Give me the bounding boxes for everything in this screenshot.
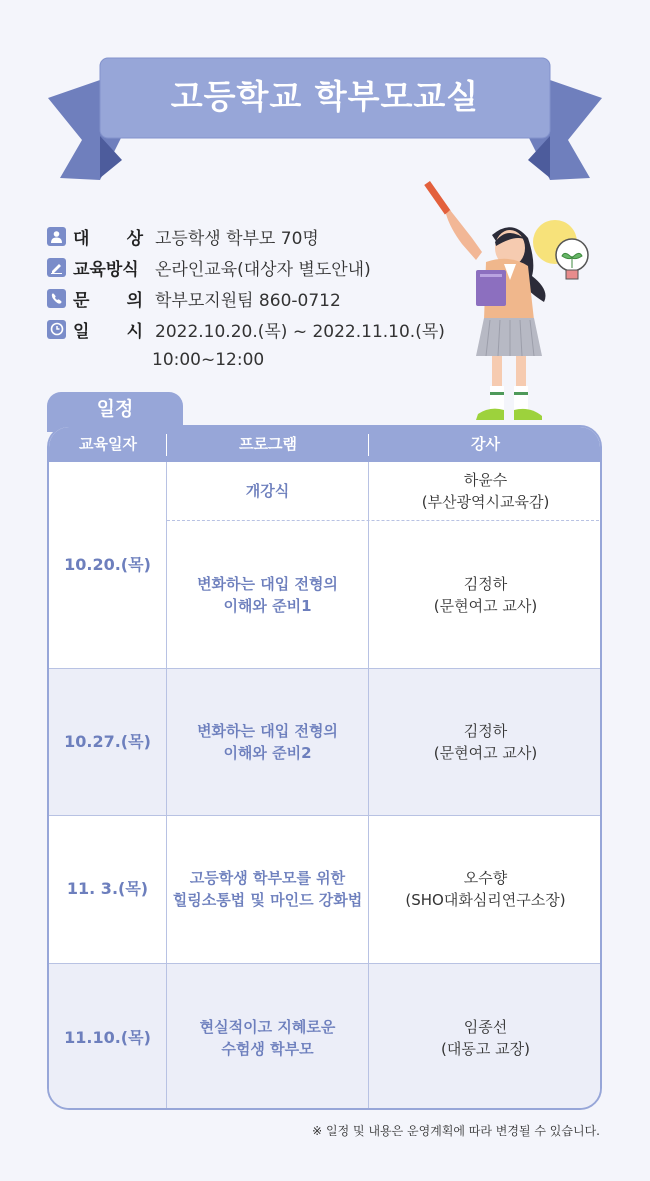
header-speaker: 강사 [471, 435, 500, 453]
table-row-date: 10.20.(목) [64, 555, 151, 574]
speaker-name: 김정하 [463, 721, 508, 740]
table-row-date: 10.27.(목) [64, 731, 151, 751]
program-line: 수험생 학부모 [221, 1039, 314, 1058]
info-value: 고등학생 학부모 70명 [155, 228, 319, 249]
program-cell: 개강식 [245, 482, 290, 500]
speaker-affiliation: (문현여고 교사) [433, 596, 538, 615]
student-illustration [420, 180, 610, 430]
program-line: 고등학생 학부모를 위한 [189, 869, 346, 887]
speaker-cell [369, 815, 602, 963]
table-row-date: 11.10.(목) [64, 1027, 151, 1047]
speaker-cell [369, 668, 602, 815]
speaker-name: 김정하 [463, 574, 508, 593]
pencil-icon [47, 258, 66, 277]
lightbulb-icon [556, 239, 588, 279]
info-value: 온라인교육(대상자 별도안내) [155, 259, 371, 280]
speaker-affiliation: (대동고 교장) [441, 1039, 530, 1058]
schedule-tab: 일정 [47, 392, 183, 432]
page-title: 고등학교 학부모교실 [170, 77, 480, 116]
clock-icon [47, 320, 66, 339]
program-line: 변화하는 대입 전형의 [197, 721, 338, 740]
schedule-table [47, 425, 602, 1110]
speaker-cell [369, 521, 602, 668]
header-program: 프로그램 [239, 435, 297, 453]
phone-icon [47, 289, 66, 308]
program-line: 힐링소통법 및 마인드 강화법 [172, 891, 363, 909]
info-key: 문 의 [73, 290, 143, 311]
program-line: 변화하는 대입 전형의 [197, 574, 338, 593]
program-line: 현실적이고 지혜로운 [199, 1017, 336, 1036]
info-value: 학부모지원팀 860-0712 [155, 290, 341, 311]
speaker-affiliation: (부산광역시교육감) [421, 493, 550, 511]
info-key: 대 상 [73, 228, 143, 249]
speaker-affiliation: (SHO대화심리연구소장) [405, 891, 566, 909]
program-line: 이해와 준비2 [223, 743, 312, 762]
speaker-cell [369, 963, 602, 1110]
program-cell [167, 963, 368, 1110]
info-row-target [47, 222, 319, 250]
program-cell [167, 815, 368, 963]
table-header [49, 427, 600, 462]
info-value: 2022.10.20.(목) ~ 2022.11.10.(목) [155, 321, 445, 342]
footnote: ※ 일정 및 내용은 운영계획에 따라 변경될 수 있습니다. [312, 1124, 600, 1138]
info-key: 일 시 [73, 321, 143, 342]
table-row-date: 11. 3.(목) [66, 879, 149, 898]
speaker-name: 임종선 [463, 1017, 508, 1036]
program-cell [167, 668, 368, 815]
speaker-affiliation: (문현여고 교사) [433, 743, 538, 762]
speaker-cell [369, 462, 602, 520]
speaker-name: 하윤수 [463, 471, 508, 489]
info-time: 10:00~12:00 [152, 350, 265, 370]
speaker-name: 오수향 [463, 869, 508, 887]
header-date: 교육일자 [79, 435, 137, 453]
info-row-datetime [47, 315, 445, 343]
info-row-contact [47, 284, 341, 312]
info-key: 교육방식 [73, 259, 139, 280]
person-icon [47, 227, 66, 246]
program-line: 이해와 준비1 [223, 596, 312, 615]
info-row-method [47, 253, 371, 281]
program-cell [167, 521, 368, 668]
